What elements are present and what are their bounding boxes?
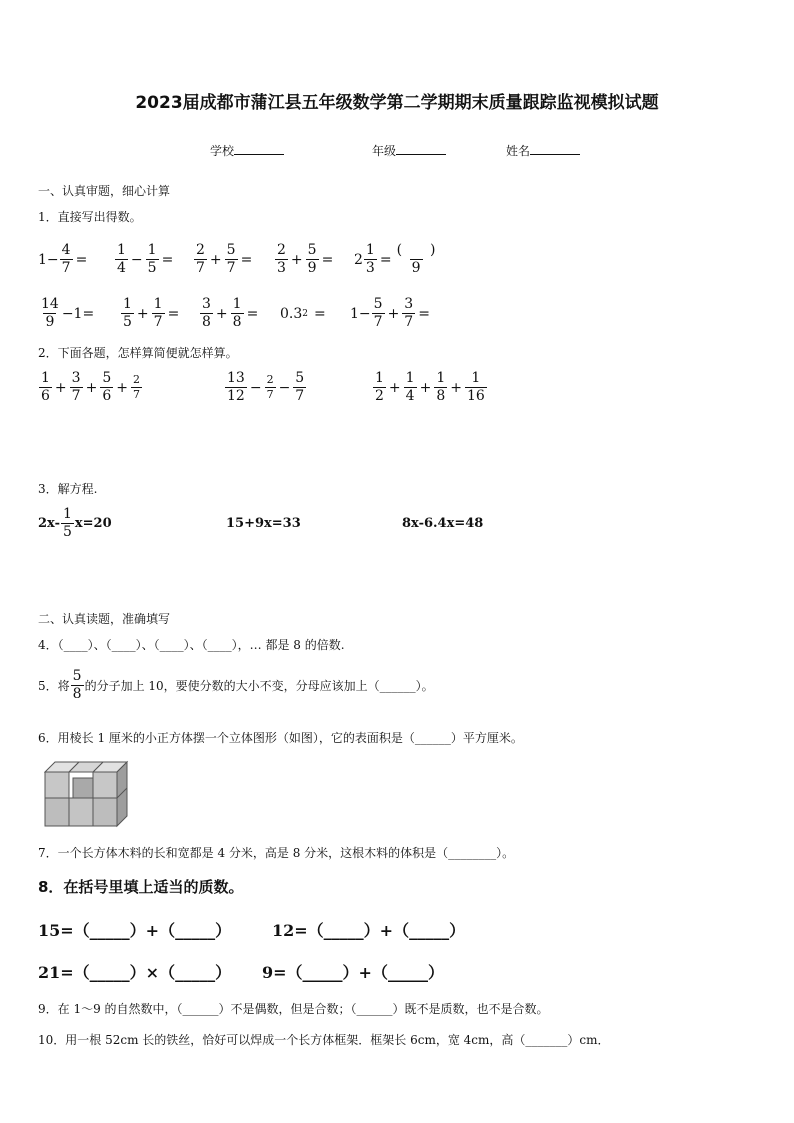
section-2-heading: 二、认真读题，准确填写 [38,612,171,626]
q1-r1-e [354,242,439,277]
q5-text [38,668,434,703]
q6-text: 6．用棱长 1 厘米的小正方体摆一个立体图形（如图），它的表面积是（______）平方厘米。 [38,731,523,745]
q1-r1-c [193,242,254,277]
fraction: $\frac{2}{7}$ [266,373,274,401]
fraction-blank[interactable]: $\frac{( )}{9}$ [396,242,436,276]
q8-c: 21=（_____）×（_____） [38,963,232,982]
section-1-heading: 一、认真审题，细心计算 [38,184,171,198]
expr-text: = [321,251,334,268]
fraction: $\frac{1}{2}$ [375,370,384,404]
fraction: $\frac{3}{7}$ [71,370,81,404]
expr-text: = [75,251,88,268]
expr-text: 1− [350,305,371,322]
fraction: $\frac{1}{8}$ [436,370,446,404]
q1-r1-b [114,242,175,277]
expr-text: 的分子加上 10，要使分数的大小不变，分母应该加上（______）。 [84,679,434,693]
q1-r1-a [38,242,89,277]
fraction: $\frac{4}{7}$ [61,242,71,276]
expr-text: 1− [38,251,59,268]
expr-text: 5．将 [38,679,70,693]
expr-text: + [136,305,149,322]
fraction: $\frac{1}{3}$ [365,242,375,276]
fraction: $\frac{1}{5}$ [147,242,157,276]
fraction: $\frac{1}{6}$ [41,370,50,404]
fraction: $\frac{2}{7}$ [196,242,205,276]
fraction: $\frac{1}{5}$ [62,506,72,540]
q2-a: $\frac{1}{6}$ + $\frac{3}{7}$ + $\frac{5}{6}$ + $\frac{2}{7}$ [41,370,140,404]
expr-text: = [418,305,430,322]
q7-text: 7．一个长方体木料的长和宽都是 4 分米，高是 8 分米，这根木料的体积是（________）。 [38,846,515,860]
expr-text: + [209,251,222,268]
expr-text: = [314,306,326,322]
q3-c: 8x-6.4x=48 [402,516,484,531]
fraction: $\frac{5}{9}$ [307,242,317,276]
q1-r2-e [350,296,432,331]
fraction: $\frac{5}{7}$ [226,242,236,276]
fraction: $\frac{5}{8}$ [72,668,82,702]
q3-text: 3．解方程. [38,482,98,496]
q1-r2-a [38,296,94,331]
fraction: $\frac{2}{3}$ [277,242,286,276]
school-field[interactable] [210,142,284,159]
expr-text: = [246,305,259,322]
q4-text: 4．（____）、（____）、（____）、（____），… 都是 8 的倍数. [38,638,345,652]
q8-a: 15=（_____）+（_____） [38,921,232,940]
q8-d: 9=（_____）+（_____） [262,963,444,982]
fraction: $\frac{1}{8}$ [232,296,242,330]
q1-r2-b [120,296,181,331]
grade-blank[interactable] [396,142,446,155]
name-blank[interactable] [530,142,580,155]
q3-a [38,506,112,541]
exponent: 2 [302,309,308,319]
expr-text: = [167,305,180,322]
fraction: $\frac{1}{7}$ [153,296,163,330]
fraction: $\frac{2}{7}$ [132,373,140,401]
expr-text: + [387,305,400,322]
q8-text: 8．在括号里填上适当的质数。 [38,878,244,896]
cube-figure [44,760,134,828]
fraction: $\frac{5}{7}$ [295,370,305,404]
page-title: 2023届成都市蒲江县五年级数学第二学期期末质量跟踪监视模拟试题 [135,93,659,113]
expr-text: − [130,251,143,268]
q10-text: 10．用一根 52cm 长的铁丝，恰好可以焊成一个长方体框架．框架长 6cm，宽 4cm，高（_______）cm． [38,1033,610,1047]
expr-text: + [215,305,228,322]
fraction: $\frac{5}{6}$ [102,370,112,404]
expr-text: = [240,251,253,268]
fraction: $\frac{3}{8}$ [202,296,211,330]
name-label: 姓名 [506,144,531,158]
grade-label: 年级 [372,144,397,158]
q2-b: $\frac{13}{12}$ − $\frac{2}{7}$ − $\frac{5}{7}$ [227,370,305,404]
grade-field[interactable] [372,142,446,159]
expr-text: 2 [354,251,363,268]
name-field[interactable] [506,142,580,159]
fraction: $\frac{13}{12}$ [227,370,245,404]
q1-r2-d [280,306,328,322]
school-blank[interactable] [234,142,284,155]
fraction: $\frac{14}{9}$ [41,296,59,330]
expr-text: −1= [61,305,95,322]
fraction: $\frac{1}{16}$ [466,370,485,404]
fraction: $\frac{3}{7}$ [404,296,414,330]
q3-b: 15+9x=33 [226,516,301,531]
expr-text: 2x- [38,516,60,531]
q1-r2-c [199,296,260,331]
expr-text: x=20 [74,516,112,531]
expr-text: = [379,251,392,268]
fraction: $\frac{1}{5}$ [123,296,132,330]
school-label: 学校 [210,144,235,158]
q9-text: 9．在 1～9 的自然数中，（______）不是偶数，但是合数；（______）既不是质数，也不是合数。 [38,1002,549,1016]
fraction: $\frac{1}{4}$ [117,242,126,276]
fraction: $\frac{5}{7}$ [373,296,383,330]
q8-b: 12=（_____）+（_____） [272,921,466,940]
q2-text: 2．下面各题，怎样算简便就怎样算。 [38,346,238,360]
q1-r1-d [274,242,335,277]
expr-text: = [161,251,174,268]
q2-c: $\frac{1}{2}$ + $\frac{1}{4}$ + $\frac{1}{8}$ + $\frac{1}{16}$ [375,370,485,404]
expr-text: 0.3 [280,306,303,322]
expr-text: + [290,251,303,268]
fraction: $\frac{1}{4}$ [405,370,415,404]
q1-text: 1．直接写出得数。 [38,210,142,224]
